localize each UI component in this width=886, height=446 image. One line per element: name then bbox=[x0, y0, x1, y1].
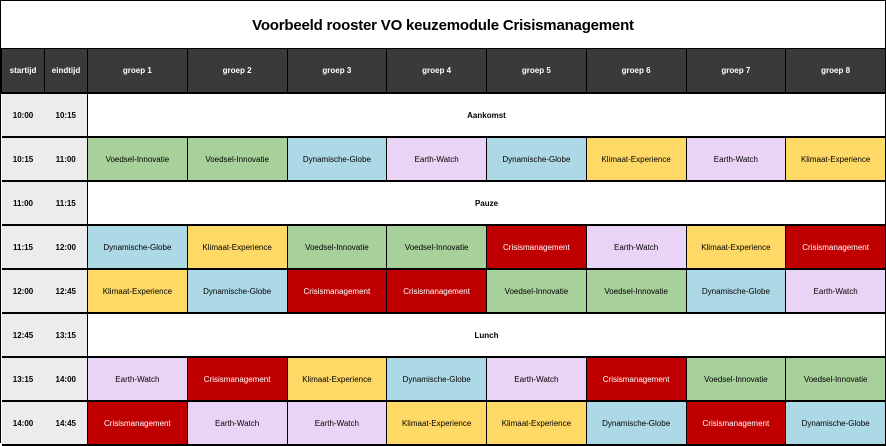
module-cell: Earth-Watch bbox=[287, 401, 387, 445]
module-cell: Voedsel-Innovatie bbox=[487, 269, 587, 313]
module-cell: Voedsel-Innovatie bbox=[586, 269, 686, 313]
module-cell: Earth-Watch bbox=[187, 401, 287, 445]
column-header: startijd bbox=[2, 49, 45, 94]
page-title: Voorbeeld rooster VO keuzemodule Crisismanagement bbox=[252, 17, 634, 34]
module-cell: Crisismanagement bbox=[88, 401, 188, 445]
column-header: groep 4 bbox=[387, 49, 487, 94]
break-cell: Lunch bbox=[88, 313, 886, 357]
schedule-row bbox=[2, 93, 886, 137]
module-cell: Crisismanagement bbox=[586, 357, 686, 401]
end-time-cell: 12:00 bbox=[45, 225, 88, 269]
module-cell: Voedsel-Innovatie bbox=[387, 225, 487, 269]
schedule-row bbox=[2, 357, 886, 401]
end-time-cell: 11:15 bbox=[45, 181, 88, 225]
module-cell: Dynamische-Globe bbox=[88, 225, 188, 269]
module-cell: Dynamische-Globe bbox=[686, 269, 786, 313]
module-cell: Klimaat-Experience bbox=[387, 401, 487, 445]
module-cell: Earth-Watch bbox=[88, 357, 188, 401]
schedule-row bbox=[2, 313, 886, 357]
column-header: groep 8 bbox=[786, 49, 886, 94]
schedule-row bbox=[2, 401, 886, 445]
end-time-cell: 14:00 bbox=[45, 357, 88, 401]
module-cell: Klimaat-Experience bbox=[187, 225, 287, 269]
module-cell: Klimaat-Experience bbox=[287, 357, 387, 401]
schedule-row bbox=[2, 137, 886, 181]
module-cell: Klimaat-Experience bbox=[786, 137, 886, 181]
module-cell: Crisismanagement bbox=[686, 401, 786, 445]
module-cell: Crisismanagement bbox=[487, 225, 587, 269]
schedule-row bbox=[2, 269, 886, 313]
module-cell: Klimaat-Experience bbox=[88, 269, 188, 313]
column-header: groep 5 bbox=[487, 49, 587, 94]
module-cell: Dynamische-Globe bbox=[187, 269, 287, 313]
module-cell: Dynamische-Globe bbox=[287, 137, 387, 181]
start-time-cell: 13:15 bbox=[2, 357, 45, 401]
module-cell: Klimaat-Experience bbox=[487, 401, 587, 445]
module-cell: Earth-Watch bbox=[686, 137, 786, 181]
end-time-cell: 12:45 bbox=[45, 269, 88, 313]
column-header: groep 1 bbox=[88, 49, 188, 94]
module-cell: Voedsel-Innovatie bbox=[287, 225, 387, 269]
schedule-body bbox=[2, 93, 886, 445]
start-time-cell: 14:00 bbox=[2, 401, 45, 445]
module-cell: Crisismanagement bbox=[287, 269, 387, 313]
schedule-table bbox=[1, 48, 886, 446]
end-time-cell: 10:15 bbox=[45, 93, 88, 137]
column-header: groep 6 bbox=[586, 49, 686, 94]
break-cell: Aankomst bbox=[88, 93, 886, 137]
start-time-cell: 12:45 bbox=[2, 313, 45, 357]
column-header: eindtijd bbox=[45, 49, 88, 94]
module-cell: Voedsel-Innovatie bbox=[686, 357, 786, 401]
module-cell: Klimaat-Experience bbox=[686, 225, 786, 269]
module-cell: Dynamische-Globe bbox=[786, 401, 886, 445]
module-cell: Earth-Watch bbox=[387, 137, 487, 181]
module-cell: Earth-Watch bbox=[487, 357, 587, 401]
module-cell: Crisismanagement bbox=[387, 269, 487, 313]
end-time-cell: 14:45 bbox=[45, 401, 88, 445]
module-cell: Dynamische-Globe bbox=[487, 137, 587, 181]
module-cell: Earth-Watch bbox=[586, 225, 686, 269]
break-cell: Pauze bbox=[88, 181, 886, 225]
column-header: groep 3 bbox=[287, 49, 387, 94]
module-cell: Voedsel-Innovatie bbox=[786, 357, 886, 401]
schedule-row bbox=[2, 225, 886, 269]
module-cell: Voedsel-Innovatie bbox=[187, 137, 287, 181]
end-time-cell: 11:00 bbox=[45, 137, 88, 181]
module-cell: Earth-Watch bbox=[786, 269, 886, 313]
start-time-cell: 10:00 bbox=[2, 93, 45, 137]
start-time-cell: 11:15 bbox=[2, 225, 45, 269]
column-header: groep 7 bbox=[686, 49, 786, 94]
module-cell: Klimaat-Experience bbox=[586, 137, 686, 181]
start-time-cell: 11:00 bbox=[2, 181, 45, 225]
start-time-cell: 12:00 bbox=[2, 269, 45, 313]
start-time-cell: 10:15 bbox=[2, 137, 45, 181]
end-time-cell: 13:15 bbox=[45, 313, 88, 357]
module-cell: Crisismanagement bbox=[786, 225, 886, 269]
module-cell: Dynamische-Globe bbox=[586, 401, 686, 445]
header-row bbox=[2, 49, 886, 94]
schedule-row bbox=[2, 181, 886, 225]
module-cell: Crisismanagement bbox=[187, 357, 287, 401]
module-cell: Voedsel-Innovatie bbox=[88, 137, 188, 181]
module-cell: Dynamische-Globe bbox=[387, 357, 487, 401]
column-header: groep 2 bbox=[187, 49, 287, 94]
